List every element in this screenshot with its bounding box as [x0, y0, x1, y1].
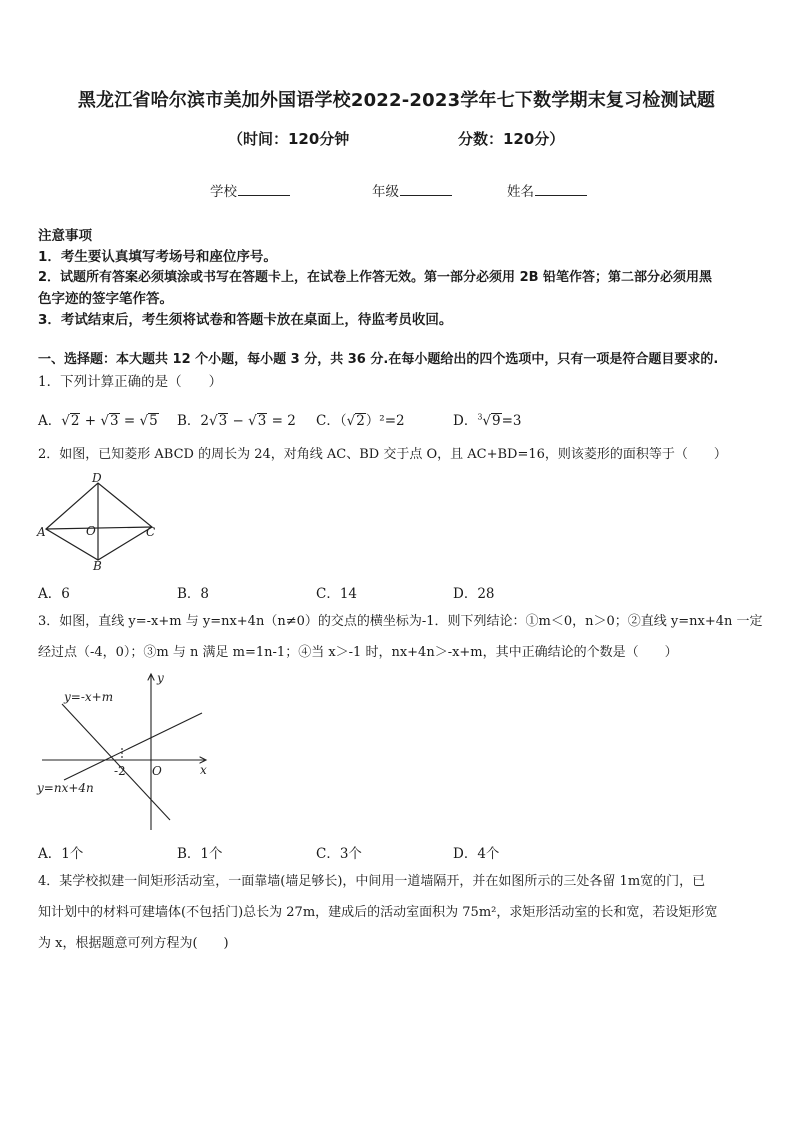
- vertex-label-c: C: [146, 525, 156, 539]
- q2-stem: 2．如图，已知菱形 ABCD 的周长为 24，对角线 AC、BD 交于点 O，且 AC+BD=16，则该菱形的面积等于（ ）: [38, 447, 727, 462]
- q1-d-root-index: 3: [477, 412, 483, 422]
- q1-c-radicand: 2: [356, 413, 365, 429]
- q1-b-equals: = 2: [271, 413, 296, 429]
- q1-d-rest: =3: [501, 413, 522, 429]
- q1-a-radicand-2: 3: [109, 413, 119, 429]
- score-info: 分数：120分）: [458, 130, 565, 148]
- q1-a-equals: =: [123, 413, 136, 429]
- line2-label: y=nx+4n: [37, 781, 94, 795]
- q3-option-a[interactable]: A．1个: [38, 846, 84, 862]
- q3-stem-line-1: 3．如图，直线 y=-x+m 与 y=nx+4n（n≠0）的交点的横坐标为-1．则下列结论：①m＜0，n＞0；②直线 y=nx+4n 一定: [38, 614, 763, 629]
- line1-label: y=-x+m: [64, 690, 114, 704]
- name-label: 姓名: [507, 184, 534, 200]
- q1-a-radicand-3: 5: [149, 413, 158, 429]
- q4-line-2: 知计划中的材料可建墙体(不包括门)总长为 27m，建成后的活动室面积为 75m²，求矩形活动室的长和宽，若设矩形宽: [38, 905, 718, 920]
- school-label: 学校: [210, 184, 237, 200]
- q4-line-3: 为 x，根据题意可列方程为( ): [38, 936, 229, 951]
- q1-b-radicand-1: 3: [218, 413, 228, 429]
- school-field: [210, 180, 290, 200]
- name-blank[interactable]: [535, 181, 587, 196]
- q2-rhombus-figure: [36, 472, 166, 572]
- name-field: [507, 180, 587, 200]
- q3-graph-figure: [34, 668, 214, 832]
- q1-c-label: C．（: [316, 413, 347, 429]
- notes-heading: 注意事项: [38, 228, 92, 244]
- school-blank[interactable]: [238, 181, 290, 196]
- note-item-2-line-1: 2．试题所有答案必须填涂或书写在答题卡上，在试卷上作答无效。第一部分必须用 2B 铅笔作答；第二部分必须用黑: [38, 270, 713, 285]
- line-y-nx-plus-4n: [64, 713, 202, 780]
- q2-option-d[interactable]: D．28: [453, 586, 495, 602]
- q1-option-c[interactable]: C．（√2）²=2: [316, 413, 405, 429]
- q2-option-b[interactable]: B．8: [177, 586, 210, 602]
- q1-a-label: A．: [38, 413, 62, 429]
- q1-stem: 1．下列计算正确的是（ ）: [38, 374, 223, 390]
- q3-stem-line-2: 经过点（-4，0）；③m 与 n 满足 m=1n-1；④当 x＞-1 时，nx+4n＞-x+m，其中正确结论的个数是（ ）: [38, 645, 678, 660]
- rhombus-outline: [46, 483, 152, 560]
- grade-field: [372, 180, 452, 200]
- q1-option-b[interactable]: B．2√3 − √3 = 2: [177, 413, 296, 429]
- q3-option-b[interactable]: B．1个: [177, 846, 223, 862]
- note-item-3: 3．考试结束后，考生须将试卷和答题卡放在桌面上，待监考员收回。: [38, 312, 453, 328]
- q2-option-c[interactable]: C．14: [316, 586, 358, 602]
- q1-option-a[interactable]: A．√2 + √3 = √5: [38, 413, 158, 429]
- q2-option-a[interactable]: A．6: [38, 586, 70, 602]
- q1-a-plus: +: [84, 413, 97, 429]
- q3-option-d[interactable]: D．4个: [453, 846, 500, 862]
- center-label-o: O: [86, 524, 96, 538]
- q1-d-radicand: 9: [492, 413, 501, 429]
- origin-label: O: [152, 764, 162, 778]
- time-info: （时间：120分钟: [228, 130, 350, 148]
- q3-option-c[interactable]: C．3个: [316, 846, 362, 862]
- grade-blank[interactable]: [400, 181, 452, 196]
- y-axis-label: y: [157, 671, 164, 685]
- page-title: 黑龙江省哈尔滨市美加外国语学校2022-2023学年七下数学期末复习检测试题: [77, 90, 716, 111]
- q1-option-d[interactable]: D．$^3$√9=3: [453, 412, 522, 429]
- vertex-label-d: D: [92, 472, 102, 485]
- grade-label: 年级: [372, 184, 399, 200]
- section-heading: 一、选择题：本大题共 12 个小题，每小题 3 分，共 36 分.在每小题给出的四个选项中，只有一项是符合题目要求的.: [38, 352, 719, 367]
- q1-d-label: D．: [453, 413, 478, 429]
- q4-line-1: 4．某学校拟建一间矩形活动室，一面靠墙(墙足够长)，中间用一道墙隔开，并在如图所示的三处各留 1m宽的门，已: [38, 874, 706, 889]
- q1-b-radicand-2: 3: [257, 413, 267, 429]
- tick-label-neg-2: -2: [114, 764, 126, 778]
- x-axis-label: x: [200, 763, 207, 777]
- vertex-label-b: B: [93, 559, 102, 572]
- note-item-1: 1．考生要认真填写考场号和座位序号。: [38, 249, 277, 265]
- q1-a-radicand-1: 2: [70, 413, 80, 429]
- diagonal-ac: [46, 527, 152, 529]
- vertex-label-a: A: [37, 525, 46, 539]
- line-y-neg-x-plus-m: [62, 704, 170, 820]
- q1-c-rest: ）²=2: [365, 413, 405, 429]
- note-item-2-line-2: 色字迹的签字笔作答。: [38, 291, 173, 307]
- q1-b-minus: −: [232, 413, 244, 429]
- q1-b-label: B．2: [177, 413, 210, 429]
